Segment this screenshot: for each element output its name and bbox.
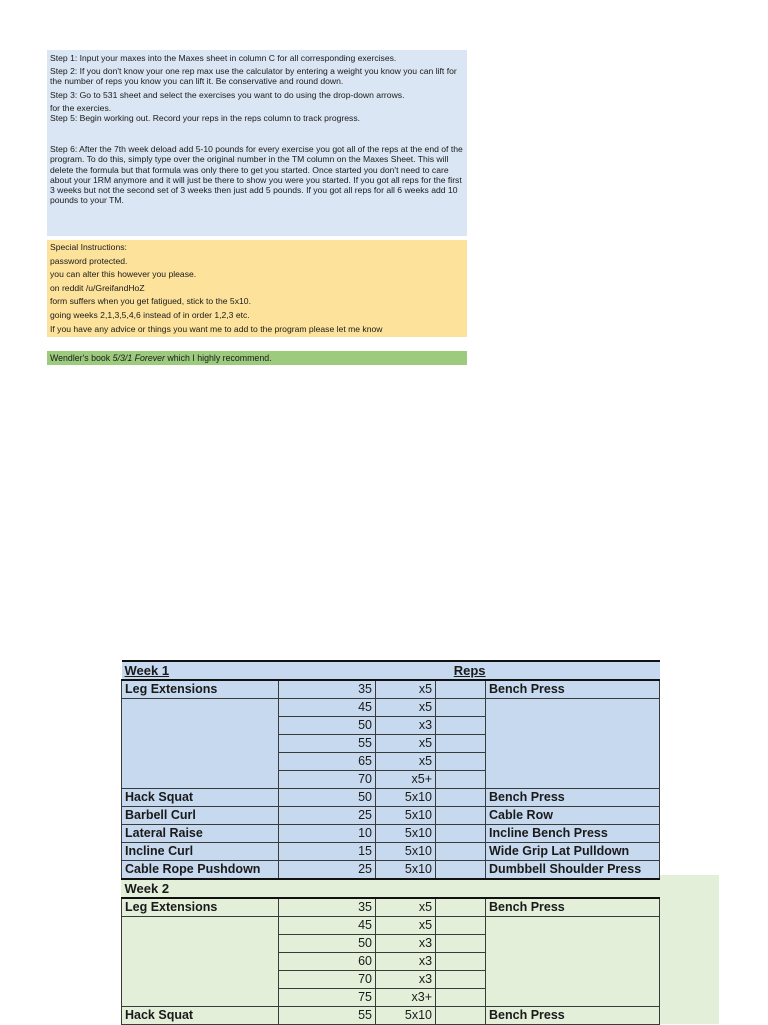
reps-target-cell: 5x10	[376, 789, 436, 807]
table-row	[122, 699, 660, 717]
table-row	[122, 825, 660, 843]
reps-target-cell: 5x10	[376, 1007, 436, 1025]
paired-exercise-cell[interactable]: Incline Bench Press	[486, 825, 660, 843]
reps-input-cell[interactable]	[436, 971, 486, 989]
reps-target-cell: x3	[376, 717, 436, 735]
exercise-cell[interactable]: Leg Extensions	[122, 898, 279, 917]
step-2: Step 2: If you don't know your one rep max use the calculator by entering a weight you know you can lift for the number of reps you know you can lift it. Be conservative and round down.	[50, 66, 457, 87]
week-header-row	[122, 661, 660, 680]
step-5: Step 5: Begin working out. Record your reps in the reps column to track progress.	[50, 113, 361, 124]
paired-exercise-cell[interactable]: Bench Press	[486, 680, 660, 699]
reps-target-cell: x5	[376, 917, 436, 935]
weight-cell[interactable]: 70	[279, 771, 376, 789]
reps-target-cell: x5+	[376, 771, 436, 789]
reps-target-cell: x3+	[376, 989, 436, 1007]
reps-input-cell[interactable]	[436, 843, 486, 861]
weight-cell[interactable]: 50	[279, 935, 376, 953]
book-prefix: Wendler's book	[50, 353, 113, 363]
special-line: you can alter this however you please.	[50, 269, 197, 280]
weight-cell[interactable]: 15	[279, 843, 376, 861]
exercise-cell[interactable]: Lateral Raise	[122, 825, 279, 843]
paired-exercise-cell[interactable]: Dumbbell Shoulder Press	[486, 861, 660, 880]
special-instructions	[47, 240, 467, 337]
step-1: Step 1: Input your maxes into the Maxes sheet in column C for all corresponding exercises.	[50, 53, 397, 63]
week-header-row	[122, 879, 660, 898]
reps-target-cell: x3	[376, 953, 436, 971]
table-row	[122, 843, 660, 861]
reps-target-cell: x5	[376, 699, 436, 717]
weight-cell[interactable]: 55	[279, 735, 376, 753]
reps-input-cell[interactable]	[436, 789, 486, 807]
reps-target-cell: x5	[376, 898, 436, 917]
reps-target-cell: 5x10	[376, 825, 436, 843]
special-line: Special Instructions:	[50, 242, 127, 252]
exercise-cell[interactable]: Barbell Curl	[122, 807, 279, 825]
weight-cell[interactable]: 75	[279, 989, 376, 1007]
exercise-cell[interactable]: Hack Squat	[122, 789, 279, 807]
exercise-cell[interactable]: Incline Curl	[122, 843, 279, 861]
reps-input-cell[interactable]	[436, 771, 486, 789]
table-row	[122, 861, 660, 880]
reps-target-cell: x5	[376, 680, 436, 699]
reps-input-cell[interactable]	[436, 935, 486, 953]
weight-cell[interactable]: 60	[279, 953, 376, 971]
reps-input-cell[interactable]	[436, 699, 486, 717]
special-line: password protected.	[50, 255, 128, 266]
special-line: on reddit /u/GreifandHoZ	[50, 282, 145, 293]
weight-cell[interactable]: 35	[279, 680, 376, 699]
reps-target-cell: x5	[376, 753, 436, 771]
weight-cell[interactable]: 65	[279, 753, 376, 771]
exercise-cell-merged	[122, 917, 279, 1007]
table-row	[122, 1007, 660, 1025]
paired-exercise-cell[interactable]: Cable Row	[486, 807, 660, 825]
exercise-cell-merged	[122, 699, 279, 789]
weight-cell[interactable]: 50	[279, 789, 376, 807]
exercise-cell[interactable]: Cable Rope Pushdown	[122, 861, 279, 880]
reps-header: Reps	[376, 661, 486, 680]
exercise-cell[interactable]: Hack Squat	[122, 1007, 279, 1025]
reps-input-cell[interactable]	[436, 1007, 486, 1025]
weight-cell[interactable]: 55	[279, 1007, 376, 1025]
reps-input-cell[interactable]	[436, 898, 486, 917]
paired-exercise-cell[interactable]: Bench Press	[486, 789, 660, 807]
weight-cell[interactable]: 25	[279, 861, 376, 880]
book-suffix: which I highly recommend.	[164, 353, 272, 363]
reps-input-cell[interactable]	[436, 917, 486, 935]
reps-input-cell[interactable]	[436, 807, 486, 825]
reps-target-cell: 5x10	[376, 843, 436, 861]
weight-cell[interactable]: 45	[279, 917, 376, 935]
weight-cell[interactable]: 35	[279, 898, 376, 917]
table-row	[122, 898, 660, 917]
step-3: Step 3: Go to 531 sheet and select the exercises you want to do using the drop-down arrows.	[50, 89, 405, 100]
weight-cell[interactable]: 70	[279, 971, 376, 989]
exercise-cell[interactable]: Leg Extensions	[122, 680, 279, 699]
paired-exercise-cell[interactable]: Bench Press	[486, 1007, 660, 1025]
special-line: If you have any advice or things you want me to add to the program please let me know	[50, 323, 383, 334]
reps-input-cell[interactable]	[436, 989, 486, 1007]
table-row	[122, 917, 660, 935]
paired-exercise-cell[interactable]: Bench Press	[486, 898, 660, 917]
instructions-steps	[47, 50, 467, 236]
reps-target-cell: 5x10	[376, 861, 436, 880]
reps-target-cell: x3	[376, 935, 436, 953]
table-row	[122, 789, 660, 807]
reps-input-cell[interactable]	[436, 717, 486, 735]
reps-input-cell[interactable]	[436, 735, 486, 753]
step-3-continued: for the exercies.	[50, 102, 112, 113]
table-row	[122, 680, 660, 699]
reps-target-cell: x3	[376, 971, 436, 989]
reps-input-cell[interactable]	[436, 825, 486, 843]
workout-log-table	[121, 660, 660, 1025]
book-title: 5/3/1 Forever	[112, 353, 165, 363]
weight-cell[interactable]: 50	[279, 717, 376, 735]
special-line: form suffers when you get fatigued, stick to the 5x10.	[50, 296, 251, 307]
book-recommendation	[47, 351, 467, 365]
paired-cell-merged	[486, 699, 660, 789]
reps-input-cell[interactable]	[436, 680, 486, 699]
special-line: going weeks 2,1,3,5,4,6 instead of in order 1,2,3 etc.	[50, 309, 250, 320]
paired-cell-merged	[486, 917, 660, 1007]
reps-input-cell[interactable]	[436, 753, 486, 771]
week-title: Week 2	[122, 879, 376, 898]
weight-cell[interactable]: 10	[279, 825, 376, 843]
step-6: Step 6: After the 7th week deload add 5-10 pounds for every exercise you got all of the reps at the end of the program. To do this, simply type over the original number in the TM column on the Maxes Sheet. This will delete the formula but that formula was only there to get you started. Once started you don't need to care about your 1RM anymore and it will just be there to show you were you started. If you got all reps for the first 3 weeks but not the second set of 3 weeks then just add 5 pounds. If you got all reps for all 6 weeks add 10 pounds to your TM.	[50, 144, 463, 206]
reps-target-cell: x5	[376, 735, 436, 753]
table-row	[122, 807, 660, 825]
weight-cell[interactable]: 25	[279, 807, 376, 825]
reps-input-cell[interactable]	[436, 861, 486, 880]
paired-exercise-cell[interactable]: Wide Grip Lat Pulldown	[486, 843, 660, 861]
week-title: Week 1	[122, 661, 376, 680]
weight-cell[interactable]: 45	[279, 699, 376, 717]
reps-target-cell: 5x10	[376, 807, 436, 825]
reps-input-cell[interactable]	[436, 953, 486, 971]
